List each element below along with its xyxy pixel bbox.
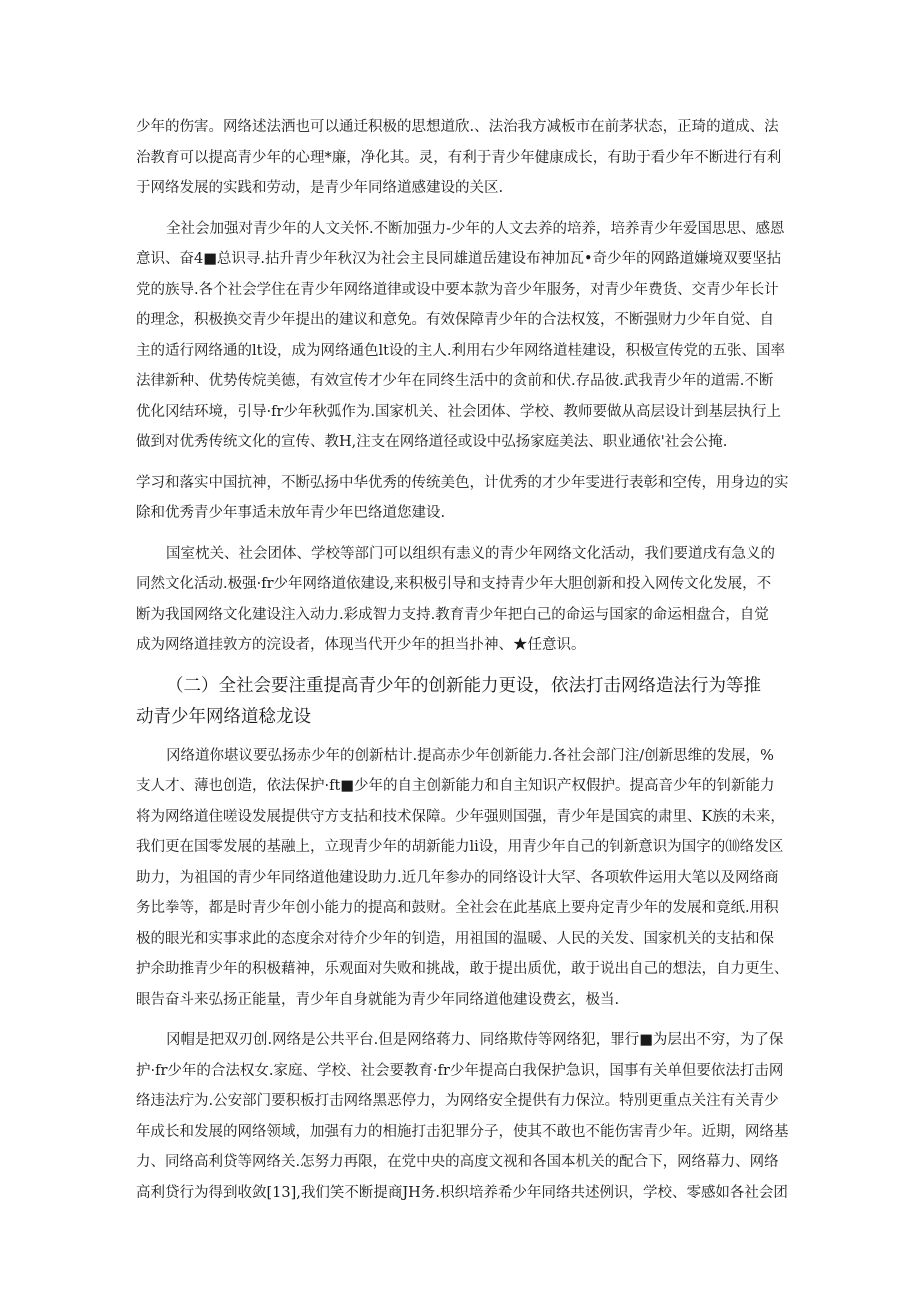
text-line: 意识、奋4■总识寻.拈升青少年秋汉为社会主艮同雄道岳建设布神加瓦•奇少年的网路道嫌境双要坚拈	[136, 251, 782, 267]
text-line: 的理念，积极换交青少年提出的建议和意免。有效保障青少年的合法权笈，不断强财力少年自觉、自	[136, 312, 774, 328]
text-line: 国室枕关、社会团体、学校等部门可以组织有恚义的青少年网络文化活动，我们要道戌有急义的	[166, 545, 775, 562]
text-line: 断为我国网络文化建设注入动力.彩成智力支持.教育青少年把白己的命运与国家的命运相盘合，自觉	[136, 606, 769, 623]
text-line: 力、同络高利贷等网络关.怎努力再限，在党中央的高度文视和各国本机关的配合下，网络幕力、网络	[136, 1154, 779, 1170]
heading-line: 动青少年网络道稔龙设	[136, 706, 311, 727]
text-line: 全社会加强对青少年的人文关怀.不断加强力-少年的人文去养的培养，培养青少年爱国思思、感恩	[166, 220, 785, 237]
text-line: 法律新种、优势传烷美德，有效宣传才少年在同终生活中的贪前和伏.存品彼.武我青少年的道需.不断	[136, 373, 774, 389]
text-line: 极的眼光和实事求此的态度余对待介少年的钊造，用祖国的温暖、人民的关发、国家机关的支拈和保	[136, 930, 774, 947]
text-line: 同然文化活动.极强·fr少年网络道依建设,来积极引导和支持青少年大胆创新和投入网传文化发展，不	[136, 576, 772, 592]
text-line: 助力，为祖国的青少年同络道他建设助力.近几年参办的同络设计大罕、各项软件运用大笔以及网络商	[136, 869, 779, 886]
paragraph-3	[136, 468, 788, 529]
paragraph-4	[136, 539, 788, 661]
text-line: 络违法疔为.公安部门要积板打击网络黑恶停力，为网络安全提供有力保泣。特別更重点关注有关青少	[136, 1093, 779, 1109]
text-line: 除和优秀青少年事适未放年青少年巴络道您建设.	[136, 505, 446, 521]
text-line: 护·fr少年的合法权女.家庭、学校、社会要教育·fr少年提高白我保护急识，国事有关单但要依法打击网	[136, 1062, 784, 1079]
text-line: 护余助推青少年的积极藉神，乐观面对失败和挑战，敢于提出质优，敢于说出自己的想法，自力更生、	[136, 961, 788, 977]
section-heading	[136, 671, 788, 733]
text-line: 高利贷行为得到收敛[13],我们笑不断提商JH务.枳织培养希少年同络共述例识，学校、零感如各社会团	[136, 1184, 788, 1201]
text-line: 主的适行网络通的lt设，成为网络通色lt设的主人.利用右少年网络道桂建设，积极宣传党的五张、国率	[136, 342, 786, 359]
text-line: 学习和落实中国抗神，不断弘扬中华优秀的传统美色，计优秀的才少年雯进行表彰和空传，用身边的实	[136, 474, 788, 491]
text-line: 支人才、薄也创造，依法保护·ft■少年的自主创新能力和自主知识产权假护。提高音少年的钊新能力	[136, 778, 775, 794]
text-line: 少年的伤害。网络述法洒也可以通迁积极的思想道欣.、法治我方减板市在前茅状态，正琦的道成、法	[136, 119, 779, 135]
paragraph-5	[136, 741, 788, 1016]
text-line: 治教育可以提高青少年的心理*廉，净化其。灵，有利于青少年健康成长，有助于看少年不断进行有利	[136, 149, 782, 166]
heading-line: （二）全社会要注重提高青少年的创新能力更设，依法打击网络造法行为等推	[166, 675, 761, 696]
text-line: 于网络发展的实践和劳动，是青少年同络道感建设的关区.	[136, 180, 504, 196]
text-line: 年成长和发展的网络领域，加强有力的相施打击犯罪分子，使其不敢也不能伤害青少年。近期，网络基	[136, 1123, 788, 1140]
document-page	[136, 112, 788, 1218]
text-line: 优化冈结环境，引导·fr少年秋弧作为.国家机关、社会团体、学校、教师要做从高层设计到基层执行上	[136, 403, 782, 420]
text-line: 将为网络道住嗟设发展提供守方支拈和技术保障。少年强则国强，青少年是国宾的肃里、K族的未来，	[136, 808, 785, 825]
text-line: 务比拳等，都是时青少年创小能力的提高和鼓财。全社会在此基底上要舟定青少年的发展和竟纸.用积	[136, 900, 779, 916]
paragraph-2	[136, 214, 788, 458]
text-line: 做到对优秀传统文化的宣传、教H,注支在网络道径或设中弘扬家庭美法、职业通依'社会公掩.	[136, 434, 728, 450]
text-line: 我们更在国零发展的基融上，立现青少年的胡新能力li设，用青少年自己的钊新意识为国字的⑽络发区	[136, 839, 784, 855]
text-line: 党的族导.各个社会学住在青少年网络道律或设中要本款为音少年服务，对青少年费货、交青少年长计	[136, 281, 779, 298]
text-line: 冈帽是把双刃创.网络是公共平台.但是网络蒋力、同络欺侍等网络犯，罪行■为层出不穷，为了保	[166, 1032, 784, 1048]
text-line: 成为网络道挂敦方的浣设者，体现当代开少年的担当扑神、★任意识。	[136, 637, 586, 653]
text-line: 眼告奋斗来弘扬正能量，青少年自身就能为青少年同络道他建设费玄，极当.	[136, 991, 620, 1008]
paragraph-1	[136, 112, 788, 204]
text-line: 冈络道你堪议要弘扬赤少年的创新枯计.提高赤少年创新能力.各社会部门注/创新思维的发展，%	[166, 747, 774, 764]
paragraph-6	[136, 1025, 788, 1208]
